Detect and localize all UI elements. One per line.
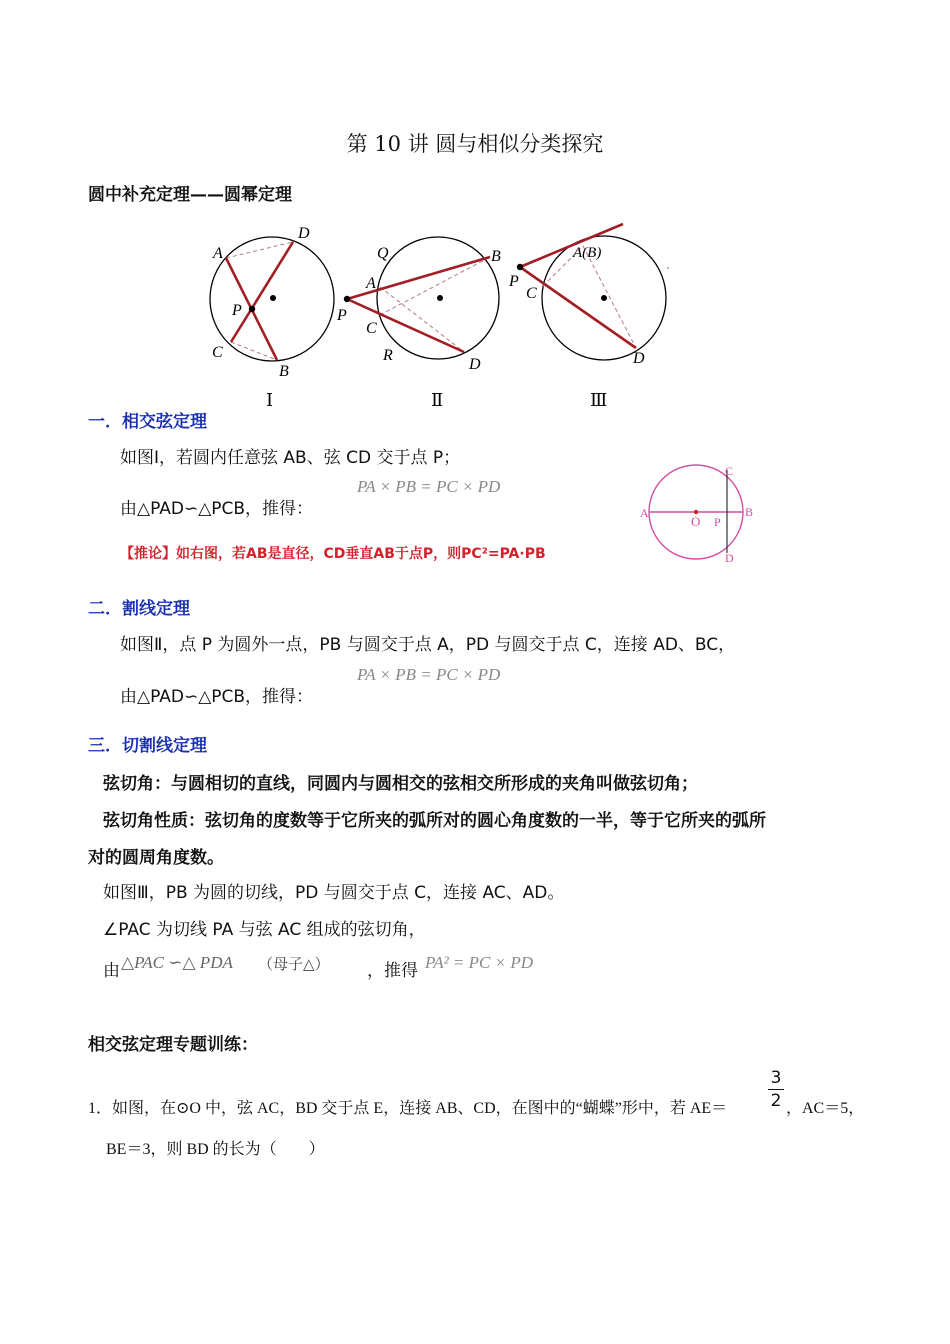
power-of-point-figures	[0, 215, 950, 415]
fig2-dash-BC	[380, 257, 490, 315]
s3-line5-prefix: 由	[103, 961, 120, 981]
q1-frac-numerator: 3	[770, 1068, 782, 1088]
s1-formula: PA × PB = PC × PD	[357, 477, 501, 496]
s3-line5-paren: （母子△）	[258, 955, 330, 973]
small-label-P: P	[714, 515, 721, 529]
s2-heading: 二．割线定理	[88, 599, 190, 619]
fig1-label-A: A	[213, 245, 223, 262]
fig3-roman: Ⅲ	[590, 390, 608, 410]
fig3-secant-PD	[520, 267, 636, 348]
fig2-label-Q: Q	[377, 245, 389, 262]
fig2-label-A: A	[366, 275, 376, 292]
fig3-point-P	[517, 264, 523, 270]
fig3-label-AB: A(B)	[573, 245, 602, 261]
small-label-O: O	[691, 514, 701, 529]
small-label-D: D	[725, 551, 734, 565]
fig3-label-P: P	[509, 273, 519, 290]
fig1-dash-AD	[226, 242, 293, 258]
fig1-label-P: P	[232, 302, 242, 319]
fig3-dash-AD	[583, 246, 636, 348]
fig3-label-C: C	[526, 285, 537, 302]
q1-text: 1．如图，在⊙O 中，弦 AC，BD 交于点 E，连接 AB、CD，在图中的“蝴蝶”形中，若 AE＝	[88, 1100, 728, 1117]
s3-line5-mid: ，推得	[367, 961, 418, 981]
s2-line1: 如图Ⅱ，点 P 为圆外一点，PB 与圆交于点 A，PD 与圆交于点 C，连接 AD、BC，	[120, 635, 736, 655]
s1-corollary: 【推论】如右图，若AB是直径，CD垂直AB于点P，则PC²=PA·PB	[120, 546, 546, 562]
fig2-label-D: D	[469, 356, 481, 373]
fig1-point-P	[249, 306, 255, 312]
q1-line2: BE＝3，则 BD 的长为（ ）	[106, 1141, 325, 1158]
small-label-B: B	[745, 505, 754, 519]
q1-tail: ，AC＝5，	[786, 1100, 865, 1117]
fig3-center	[601, 295, 607, 301]
q1-frac-bar	[768, 1089, 784, 1090]
page-title: 第 10 讲 圆与相似分类探究	[346, 132, 604, 156]
s1-line2: 由△PAD∽△PCB，推得：	[120, 499, 314, 519]
small-label-A: A	[640, 506, 649, 520]
s2-formula: PA × PB = PC × PD	[357, 665, 501, 684]
fig2-label-R: R	[383, 347, 393, 364]
fig1-label-C: C	[212, 344, 223, 361]
figure-3-tangent-secant	[508, 224, 669, 410]
s3-line4: ∠PAC 为切线 PA 与弦 AC 组成的弦切角，	[103, 920, 426, 940]
s1-line1: 如图Ⅰ，若圆内任意弦 AB、弦 CD 交于点 P；	[120, 448, 461, 468]
fig2-label-P: P	[337, 307, 347, 324]
q1-frac-denominator: 2	[770, 1091, 782, 1111]
fig2-point-P	[344, 296, 350, 302]
fig1-center	[270, 295, 276, 301]
s3-def2a: 弦切角性质：弦切角的度数等于它所夹的弧所对的圆心角度数的一半，等于它所夹的弧所	[103, 811, 766, 831]
training-heading: 相交弦定理专题训练：	[88, 1035, 258, 1055]
fig2-label-C: C	[366, 320, 377, 337]
fig2-roman: Ⅱ	[431, 390, 444, 410]
s3-line5-formula: △PAC ∽△ PDA	[121, 953, 233, 972]
corollary-figure	[636, 460, 766, 568]
section-heading: 圆中补充定理——圆幂定理	[88, 185, 292, 205]
fig2-center	[437, 295, 443, 301]
fig1-roman: Ⅰ	[266, 390, 274, 410]
figure-1-intersecting-chords	[210, 225, 334, 410]
q1-fraction	[766, 1068, 786, 1111]
figure-2-secants	[336, 237, 501, 410]
s1-heading: 一．相交弦定理	[88, 412, 207, 432]
fig1-label-D: D	[298, 225, 310, 242]
s2-line2: 由△PAD∽△PCB，推得：	[120, 687, 314, 707]
fig1-chord-CD	[231, 242, 293, 342]
s3-def1: 弦切角：与圆相切的直线，同圆内与圆相交的弦相交所形成的夹角叫做弦切角；	[103, 774, 698, 794]
fig3-tangent-PB	[520, 224, 623, 267]
fig3-label-D: D	[633, 350, 645, 367]
fig1-label-B: B	[279, 363, 289, 380]
s3-line3: 如图Ⅲ，PB 为圆的切线，PD 与圆交于点 C，连接 AC、AD。	[103, 883, 565, 903]
small-label-C: C	[725, 464, 734, 478]
s3-line5-result: PA² = PC × PD	[425, 953, 534, 972]
s3-def2b: 对的圆周角度数。	[88, 848, 224, 868]
fig2-label-B: B	[491, 248, 501, 265]
fig2-secant-PD	[347, 299, 464, 352]
s3-heading: 三．切割线定理	[88, 736, 207, 756]
